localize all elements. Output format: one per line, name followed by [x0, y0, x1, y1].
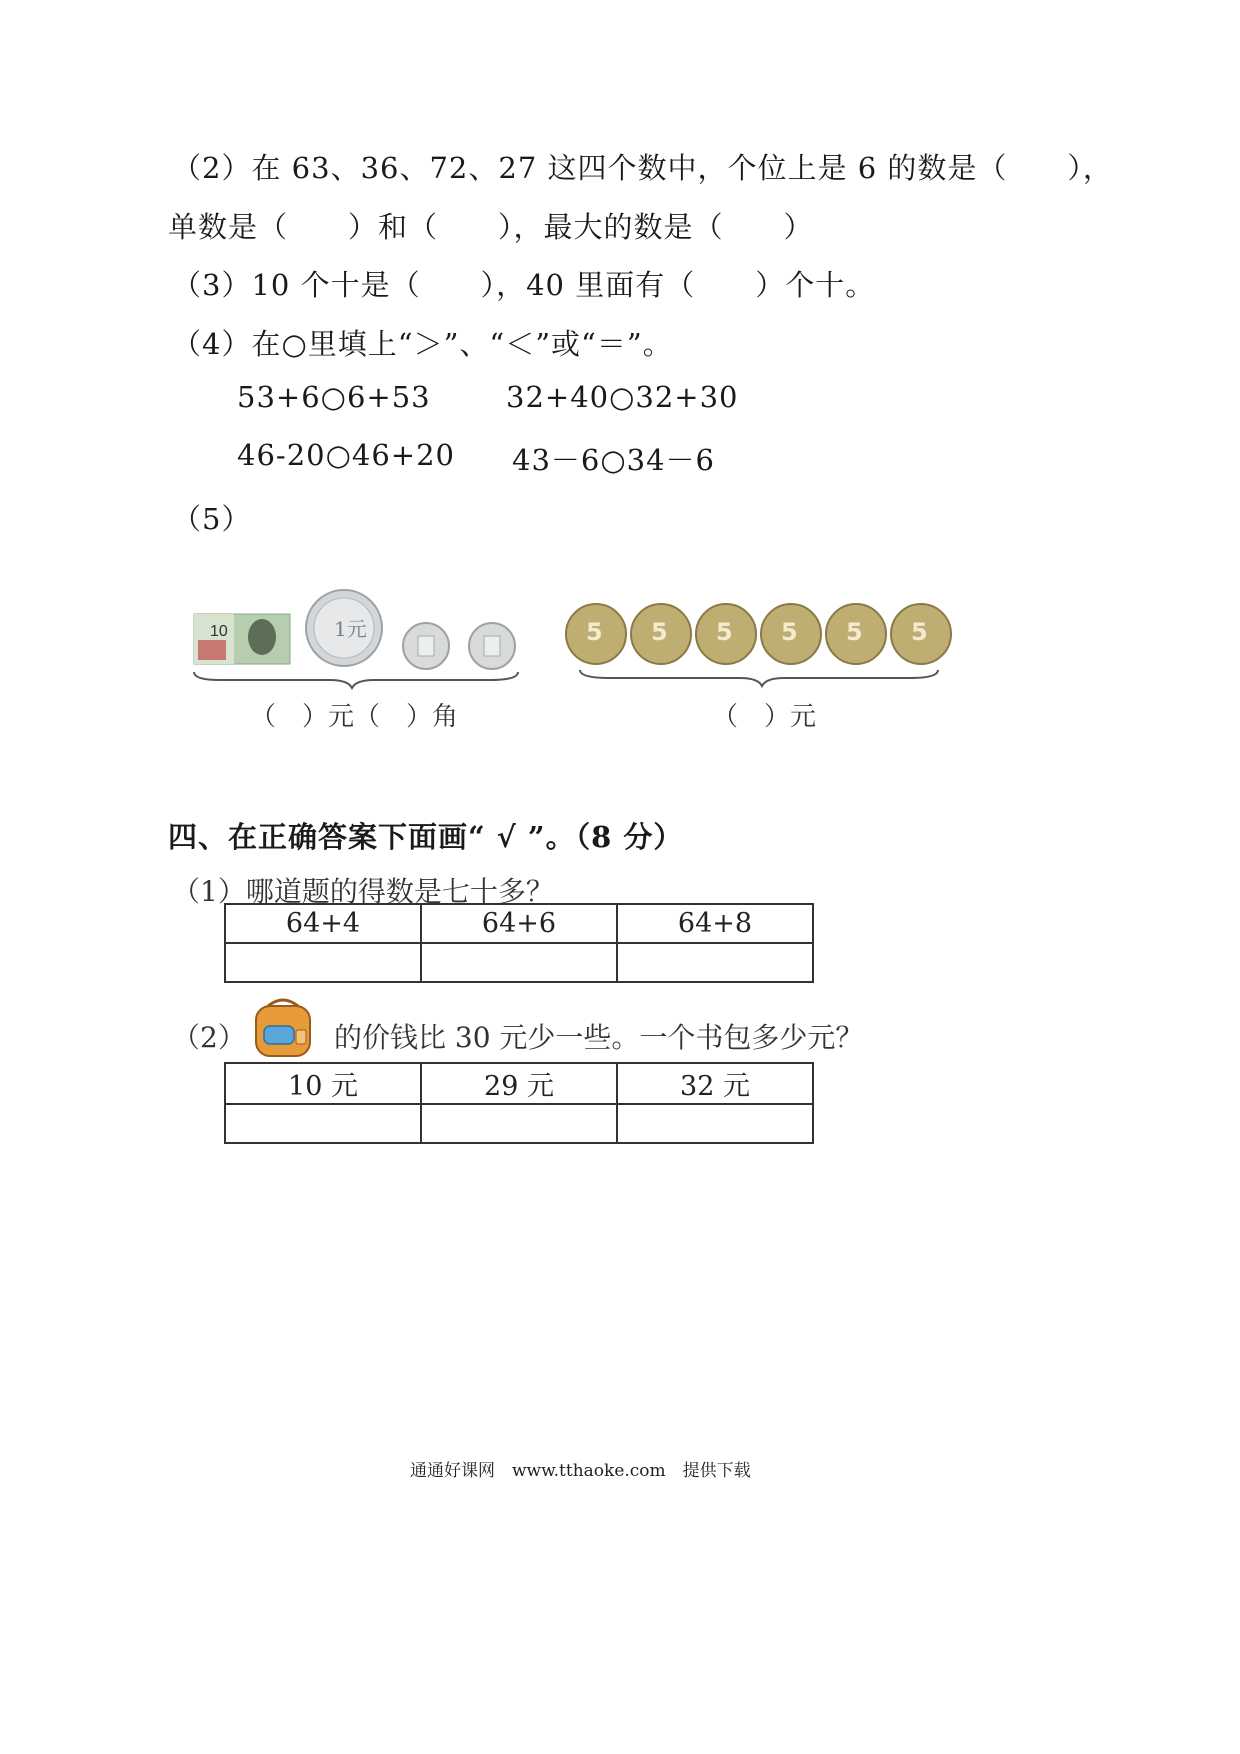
table-row	[225, 1104, 813, 1143]
q5-left-caption: （ ）元（ ）角	[250, 702, 459, 732]
table-row	[225, 943, 813, 982]
s4-q1-answer-cell-2[interactable]	[421, 943, 617, 982]
right-brace	[580, 670, 938, 686]
s4-q1-option-3: 64+8	[617, 904, 813, 943]
five-jiao-coin-icon	[761, 604, 821, 664]
five-jiao-coin-icon	[891, 604, 951, 664]
s4-q2-table	[224, 1062, 814, 1144]
five-jiao-coin-icon	[696, 604, 756, 664]
q4-text: （4）在○里填上“＞”、“＜”或“＝”。	[172, 327, 673, 361]
s4-q1-option-2: 64+6	[421, 904, 617, 943]
five-jiao-coin-label: 5	[781, 618, 798, 646]
s4-q1-table	[224, 903, 814, 983]
five-jiao-coin-label: 5	[651, 618, 668, 646]
q4-item-1: 53+6○6+53	[237, 380, 431, 414]
q3-text: （3）10 个十是（ ），40 里面有（ ）个十。	[172, 268, 876, 302]
s4-q1-answer-cell-1[interactable]	[225, 943, 421, 982]
q4-item-4: 43－6○34－6	[512, 443, 716, 477]
one-jiao-coin-icon	[403, 623, 449, 669]
banknote-icon	[194, 614, 290, 664]
one-yuan-coin-icon	[306, 590, 382, 666]
s4-q2-option-3: 32 元	[617, 1063, 813, 1104]
five-jiao-coin-icon	[826, 604, 886, 664]
schoolbag-icon	[248, 996, 318, 1060]
s4-q2-answer-cell-1[interactable]	[225, 1104, 421, 1143]
one-yuan-coin-label: 1元	[334, 617, 367, 641]
q5-right-caption: （ ）元	[712, 702, 817, 732]
s4-q2-text: 的价钱比 30 元少一些。一个书包多少元？	[334, 1021, 864, 1054]
s4-q2-answer-cell-3[interactable]	[617, 1104, 813, 1143]
s4-q2-option-2: 29 元	[421, 1063, 617, 1104]
five-jiao-coin-icon	[566, 604, 626, 664]
five-jiao-coin-label: 5	[911, 618, 928, 646]
s4-q1-answer-cell-3[interactable]	[617, 943, 813, 982]
five-jiao-coin-label: 5	[846, 618, 863, 646]
five-jiao-coin-icon	[631, 604, 691, 664]
one-jiao-coin-icon	[469, 623, 515, 669]
left-brace	[194, 672, 518, 688]
s4-q1-option-1: 64+4	[225, 904, 421, 943]
table-row	[225, 1063, 813, 1104]
section4-heading: 四、在正确答案下面画“ √ ”。（8 分）	[168, 820, 684, 854]
banknote-value: 10	[210, 623, 228, 640]
table-row	[225, 904, 813, 943]
s4-q1-text: （1）哪道题的得数是七十多？	[172, 875, 554, 908]
s4-q2-label: （2）	[172, 1021, 246, 1054]
s4-q2-option-1: 10 元	[225, 1063, 421, 1104]
q2-line2: 单数是（ ）和（ ），最大的数是（ ）	[168, 210, 814, 244]
q2-line1: （2）在 63、36、72、27 这四个数中，个位上是 6 的数是（ ），	[172, 151, 1113, 185]
q5-label: （5）	[172, 502, 252, 536]
five-jiao-coin-label: 5	[716, 618, 733, 646]
q4-item-2: 32+40○32+30	[506, 380, 739, 414]
footer-text: 通通好课网 www.tthaoke.com 提供下载	[410, 1461, 751, 1481]
q4-item-3: 46-20○46+20	[237, 438, 456, 472]
s4-q2-answer-cell-2[interactable]	[421, 1104, 617, 1143]
five-jiao-coin-label: 5	[586, 618, 603, 646]
